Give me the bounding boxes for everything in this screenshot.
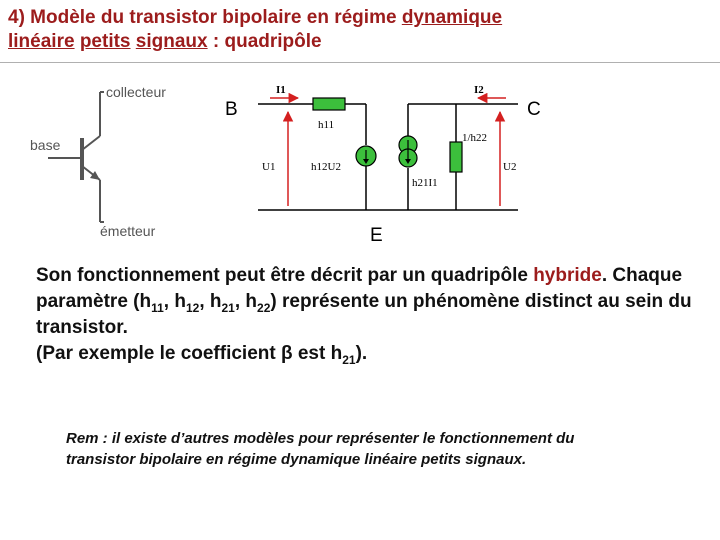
para-text-2: . Chaque paramètre (h: [36, 265, 683, 312]
node-b-label: B: [225, 99, 238, 120]
u2-label: U2: [503, 161, 517, 173]
sub-22: 22: [257, 300, 271, 315]
title-quadripole: : quadripôle: [207, 31, 322, 52]
u1-label: U1: [262, 161, 276, 173]
h12u2-label: h12U2: [311, 161, 341, 173]
title-lineaire: linéaire: [8, 31, 75, 52]
h11-resistor: [313, 98, 345, 110]
transistor-symbol: [30, 84, 166, 239]
sub-11: 11: [151, 300, 164, 315]
h22-resistor: [450, 142, 462, 172]
sub-21: 21: [221, 300, 235, 315]
para-text-3: ) représente un phénomène distinct au sein du transistor.: [36, 291, 692, 338]
h21i1-label: h21I1: [412, 177, 438, 189]
para-text-4: (Par exemple le coefficient β est h: [36, 343, 343, 364]
para-comma-3: , h: [234, 291, 258, 312]
collector-branch: [82, 136, 100, 150]
description-paragraph: [36, 263, 706, 367]
para-comma-2: , h: [199, 291, 222, 312]
inv-h22-label: 1/h22: [462, 132, 488, 144]
emitter-label: émetteur: [100, 223, 156, 239]
sub-12: 12: [185, 300, 200, 315]
title-petits: petits: [79, 31, 131, 52]
collector-label: collecteur: [106, 84, 166, 100]
i2-label: I2: [474, 84, 484, 96]
para-text-1: Son fonctionnement peut être décrit par un quadripôle: [36, 265, 534, 286]
base-label: base: [30, 137, 61, 153]
transistor-diagram: [0, 64, 720, 244]
para-hybride: hybride: [533, 265, 602, 286]
quadripole-circuit: [225, 84, 541, 244]
para-comma-1: , h: [163, 291, 186, 312]
sub-21b: 21: [342, 352, 356, 367]
slide-title: [8, 6, 714, 54]
title-divider: [0, 62, 720, 63]
para-text-5: ).: [355, 343, 368, 364]
node-c-label: C: [527, 99, 541, 120]
h11-label: h11: [318, 119, 335, 131]
title-dynamique: dynamique: [401, 7, 503, 28]
title-line1: 4) Modèle du transistor bipolaire en régime: [8, 7, 402, 28]
title-signaux: signaux: [135, 31, 208, 52]
i1-label: I1: [276, 84, 286, 96]
remark-note: Rem : il existe d’autres modèles pour représenter le fonctionnement du transistor bipolaire en régime dynamique linéaire petits signaux.: [66, 430, 575, 468]
node-e-label: E: [370, 225, 383, 244]
